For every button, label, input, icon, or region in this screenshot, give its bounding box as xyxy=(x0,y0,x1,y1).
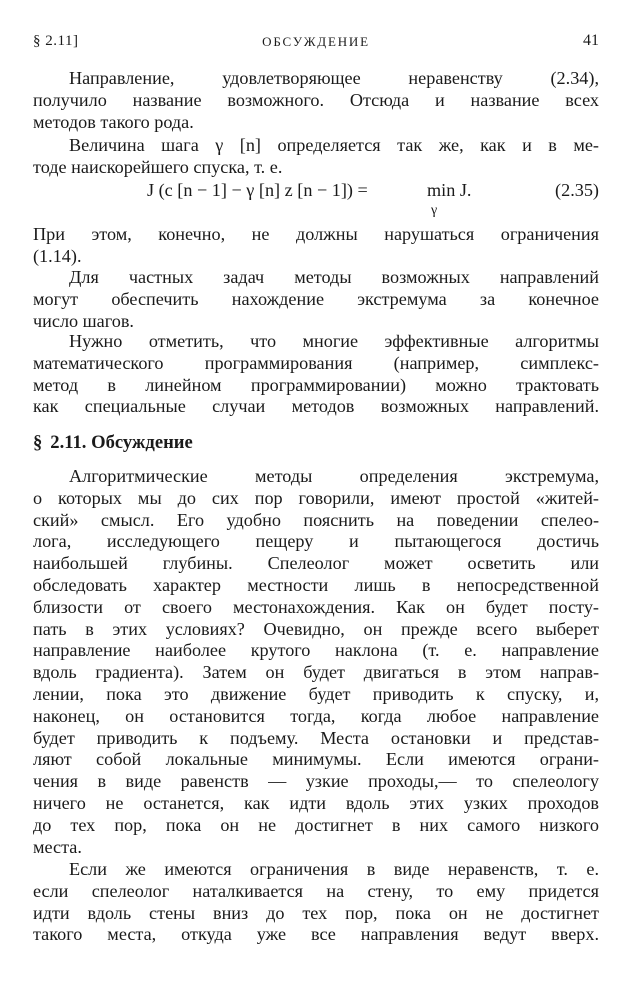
text-line: наибольшей глубины. Спелеолог может осветить или xyxy=(33,553,599,574)
section-heading xyxy=(33,432,193,454)
text-line: Для частных задач методы возможных направлений xyxy=(69,267,599,287)
text-line: Алгоритмические методы определения экстремума, xyxy=(69,466,599,486)
text-line: до тех пор, пока он не достигнет в них самого низкого xyxy=(33,814,599,835)
text-line: тоде наискорейшего спуска, т. е. xyxy=(33,156,283,177)
paragraph-simplex-method xyxy=(33,331,599,418)
text-line: лога, исследующего пещеру и пытающегося достичь xyxy=(33,531,599,552)
paragraph-step-size xyxy=(33,135,599,179)
text-line: лении, пока это движение будет приводить к спуску, и, xyxy=(33,683,599,704)
header-section-ref: § 2.11] xyxy=(33,33,79,49)
text-line: чения в виде равенств — узкие проходы,— то спелеологу xyxy=(33,771,599,792)
page-number: 41 xyxy=(583,32,599,49)
equation-number: (2.35) xyxy=(555,180,599,200)
text-line: ляют собой локальные минимумы. Если имеются ограни- xyxy=(33,749,599,770)
equation-2-35 xyxy=(33,176,599,222)
text-line: будет приводить к подъему. Места остановки и представ- xyxy=(33,727,599,748)
text-line: обследовать характер местности лишь в непосредственной xyxy=(33,574,599,595)
running-header xyxy=(33,33,599,53)
text-line: Направление, удовлетворяющее неравенству (2.34), xyxy=(69,68,599,88)
text-line: направление наиболее крутого наклона (т. е. направление xyxy=(33,640,599,661)
section-title: 2.11. Обсуждение xyxy=(50,432,193,453)
section-symbol: § xyxy=(33,432,43,453)
paragraph-inequality-constraints xyxy=(33,859,599,946)
text-line: близости от своего местонахождения. Как он будет посту- xyxy=(33,596,599,617)
text-line: Величина шага γ [n] определяется так же, как и в ме- xyxy=(69,135,599,155)
paragraph-possible-direction xyxy=(33,68,599,133)
equation-subscript: γ xyxy=(431,203,438,218)
text-line: ский» смысл. Его удобно пояснить на поведении спелео- xyxy=(33,509,599,530)
paragraph-constraints xyxy=(33,224,599,268)
text-line: (1.14). xyxy=(33,245,82,266)
text-line: При этом, конечно, не должны нарушаться ограничения xyxy=(33,224,599,244)
text-line: такого места, откуда уже все направления ведут вверх. xyxy=(33,924,599,945)
text-line: математического программирования (например, симплекс- xyxy=(33,352,599,373)
text-line: идти вдоль стены вниз до тех пор, пока он не достигнет xyxy=(33,902,599,923)
equation-rhs: min J. xyxy=(427,180,472,200)
text-line: Нужно отметить, что многие эффективные алгоритмы xyxy=(69,331,599,351)
paragraph-particular-problems xyxy=(33,267,599,332)
text-line: ничего не останется, как идти вдоль этих узких проходов xyxy=(33,792,599,813)
paragraph-speleologist xyxy=(33,466,599,858)
text-line: вдоль градиента). Затем он будет двигаться в этом направ- xyxy=(33,662,599,683)
text-line: методов такого рода. xyxy=(33,111,194,132)
text-line: получило название возможного. Отсюда и название всех xyxy=(33,89,599,110)
text-line: Если же имеются ограничения в виде неравенств, т. е. xyxy=(69,859,599,879)
text-line: пать в этих условиях? Очевидно, он прежде всего выберет xyxy=(33,618,599,639)
text-line: наконец, он остановится тогда, когда любое направление xyxy=(33,705,599,726)
text-line: метод в линейном программировании) можно трактовать xyxy=(33,374,599,395)
text-line: могут обеспечить нахождение экстремума за конечное xyxy=(33,288,599,309)
text-line: число шагов. xyxy=(33,310,134,331)
text-line: как специальные случаи методов возможных направлений. xyxy=(33,396,599,417)
text-line: о которых мы до сих пор говорили, имеют простой «житей- xyxy=(33,487,599,508)
text-line: если спелеолог наталкивается на стену, то ему придется xyxy=(33,880,599,901)
text-line: места. xyxy=(33,836,82,857)
equation-lhs: J (c [n − 1] − γ [n] z [n − 1]) = xyxy=(147,180,368,200)
header-title: ОБСУЖДЕНИЕ xyxy=(262,34,370,49)
